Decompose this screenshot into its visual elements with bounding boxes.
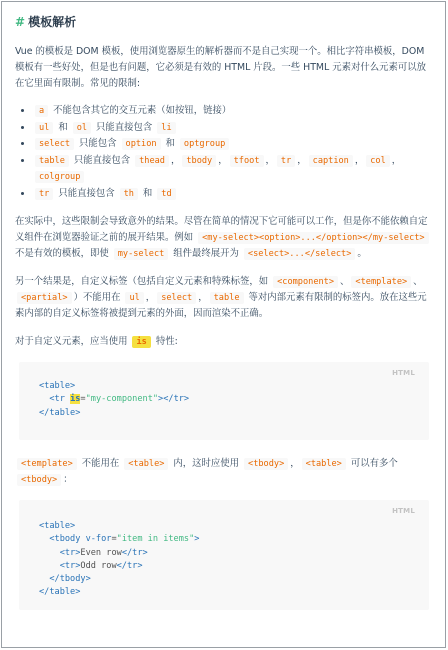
code-tag: <table> [39,381,76,391]
inline-code: tr [277,155,295,167]
restriction-item [33,153,433,186]
code-tag: </tbody> [49,574,91,585]
code-block-tbody [19,500,429,610]
code-text: Even row [80,547,122,558]
inline-code: option [122,138,161,150]
code-tag: </tr> [121,547,148,558]
code-block-is [19,362,429,440]
code-line [39,560,409,573]
restriction-item [33,136,433,153]
text: 、 [340,276,350,287]
code-punct: = [80,394,86,405]
code-tag: > [194,534,200,545]
text: 内，这时应使用 [170,458,243,469]
code-line [39,407,409,420]
code-attr: v-for [85,534,112,545]
inline-code: <my-select><option>...</option></my-select> [198,232,428,244]
inline-code: <tbody> [244,458,288,470]
text: 、 [413,276,423,287]
inline-code: <partial> [17,292,72,304]
inline-code: a [35,105,48,117]
text: ， [265,154,275,166]
text: 不是有效的模板，即使 [15,248,112,259]
code-tag: <tr> [59,560,81,571]
inline-code: my-select [114,248,169,260]
text: 和 [139,187,156,199]
text: 组件最终展开为 [170,248,242,259]
code-line [39,520,409,533]
inline-code: ol [73,122,91,134]
text: 另一个结果是，自定义标签（包括自定义元素和特殊标签，如 [15,276,272,287]
text: ， [198,292,208,303]
anchor-link[interactable]: # [15,15,26,29]
text: 只能直接包含 [55,187,118,199]
code-attr-highlighted: is [70,394,81,405]
text: 不能包含其它的交互元素（如按钮，链接） [50,105,232,116]
inline-code: select [35,138,74,150]
inline-code: <template> [351,276,411,288]
text: ： [63,474,73,485]
code-line [39,533,409,546]
restriction-item [33,120,433,137]
inline-code: caption [309,155,353,167]
inline-code: <table> [302,458,346,470]
text: 在实际中，这些限制会导致意外的结果。尽管在简单的情况下它可能可以工作，但是你不能依赖自定义组件在浏览器验证之前的展开结果。例如 [15,216,428,243]
section-heading [15,14,433,30]
text: 不能用在 [78,458,123,469]
paragraph-is-attribute [15,334,433,350]
code-tag: </tr> [116,560,143,571]
inline-code: tfoot [230,155,264,167]
text: 和 [55,121,71,133]
intro-paragraph: Vue 的模板是 DOM 模板，使用浏览器原生的解析器而不是自己实现一个。相比字符串模板，DOM 模板有一些好处，但是也有问题，它必须是有效的 HTML 片段。一些 HTML 元素对什么元素可以放在它里面有限制。常见的限制: [15,46,426,89]
code-tag: ></tr> [158,394,190,405]
inline-code: <template> [17,458,77,470]
code-text: Odd row [80,560,117,571]
code-line [39,573,409,586]
inline-code: th [120,188,138,200]
inline-code: tbody [182,155,216,167]
code-punct: = [111,534,117,545]
inline-code: <select>...</select> [244,248,355,260]
text: 特性: [152,336,178,347]
inline-code: tr [35,188,53,200]
text: 可以有多个 [347,458,398,469]
inline-code: table [210,292,244,304]
code-tag: </table> [39,587,81,598]
text: 对于自定义元素，应当使用 [15,336,131,347]
inline-code: <component> [273,276,338,288]
text: ， [354,154,365,166]
code-tag: <tr> [59,547,81,558]
text: 只能直接包含 [70,154,134,166]
restriction-item [33,186,433,203]
doc-content [2,2,445,610]
inline-code: colgroup [35,171,84,183]
code-language-label: HTML [392,507,415,515]
inline-code: <tbody> [17,474,61,486]
restriction-item [33,103,433,120]
inline-code: td [157,188,175,200]
code-line [39,380,409,393]
page-frame [1,1,446,648]
inline-code: select [157,292,196,304]
text: 只能直接包含 [93,121,156,133]
code-language-label: HTML [392,369,415,377]
text: ， [145,292,156,303]
text: ， [297,154,307,166]
code-string: "item in items" [116,534,195,545]
code-line [39,393,409,406]
code-tag: </table> [39,407,81,418]
paragraph-custom-tags [15,274,433,322]
text: 等对内部元素有限制的标签内。放在这些元素内部的自定义标签将被提到元素的外面，因而渲染不正确。 [15,292,427,319]
code-line [39,547,409,560]
inline-code: optgroup [180,138,229,150]
text: 。 [357,248,367,259]
text: ， [391,154,402,166]
text: ， [290,458,300,469]
text: 只能包含 [76,138,120,149]
text: 和 [162,138,178,149]
inline-code-highlighted: is [132,336,150,348]
inline-code: table [35,155,69,167]
text: ）不能用在 [73,292,124,303]
inline-code: li [157,122,175,134]
text: ， [170,154,181,166]
code-tag: <table> [39,521,76,531]
restriction-list [15,103,433,202]
code-tag: <tbody [49,534,86,545]
paragraph-template-tbody [15,456,433,488]
code-line [39,586,409,599]
code-tag: <tr [49,394,71,405]
inline-code: col [366,155,390,167]
paragraph-expansion [15,214,433,262]
inline-code: ul [125,292,143,304]
inline-code: ul [35,122,53,134]
section-title: 模板解析 [28,15,77,29]
inline-code: <table> [124,458,168,470]
inline-code: thead [135,155,169,167]
text: ， [218,154,228,166]
code-string: "my-component" [85,394,159,405]
